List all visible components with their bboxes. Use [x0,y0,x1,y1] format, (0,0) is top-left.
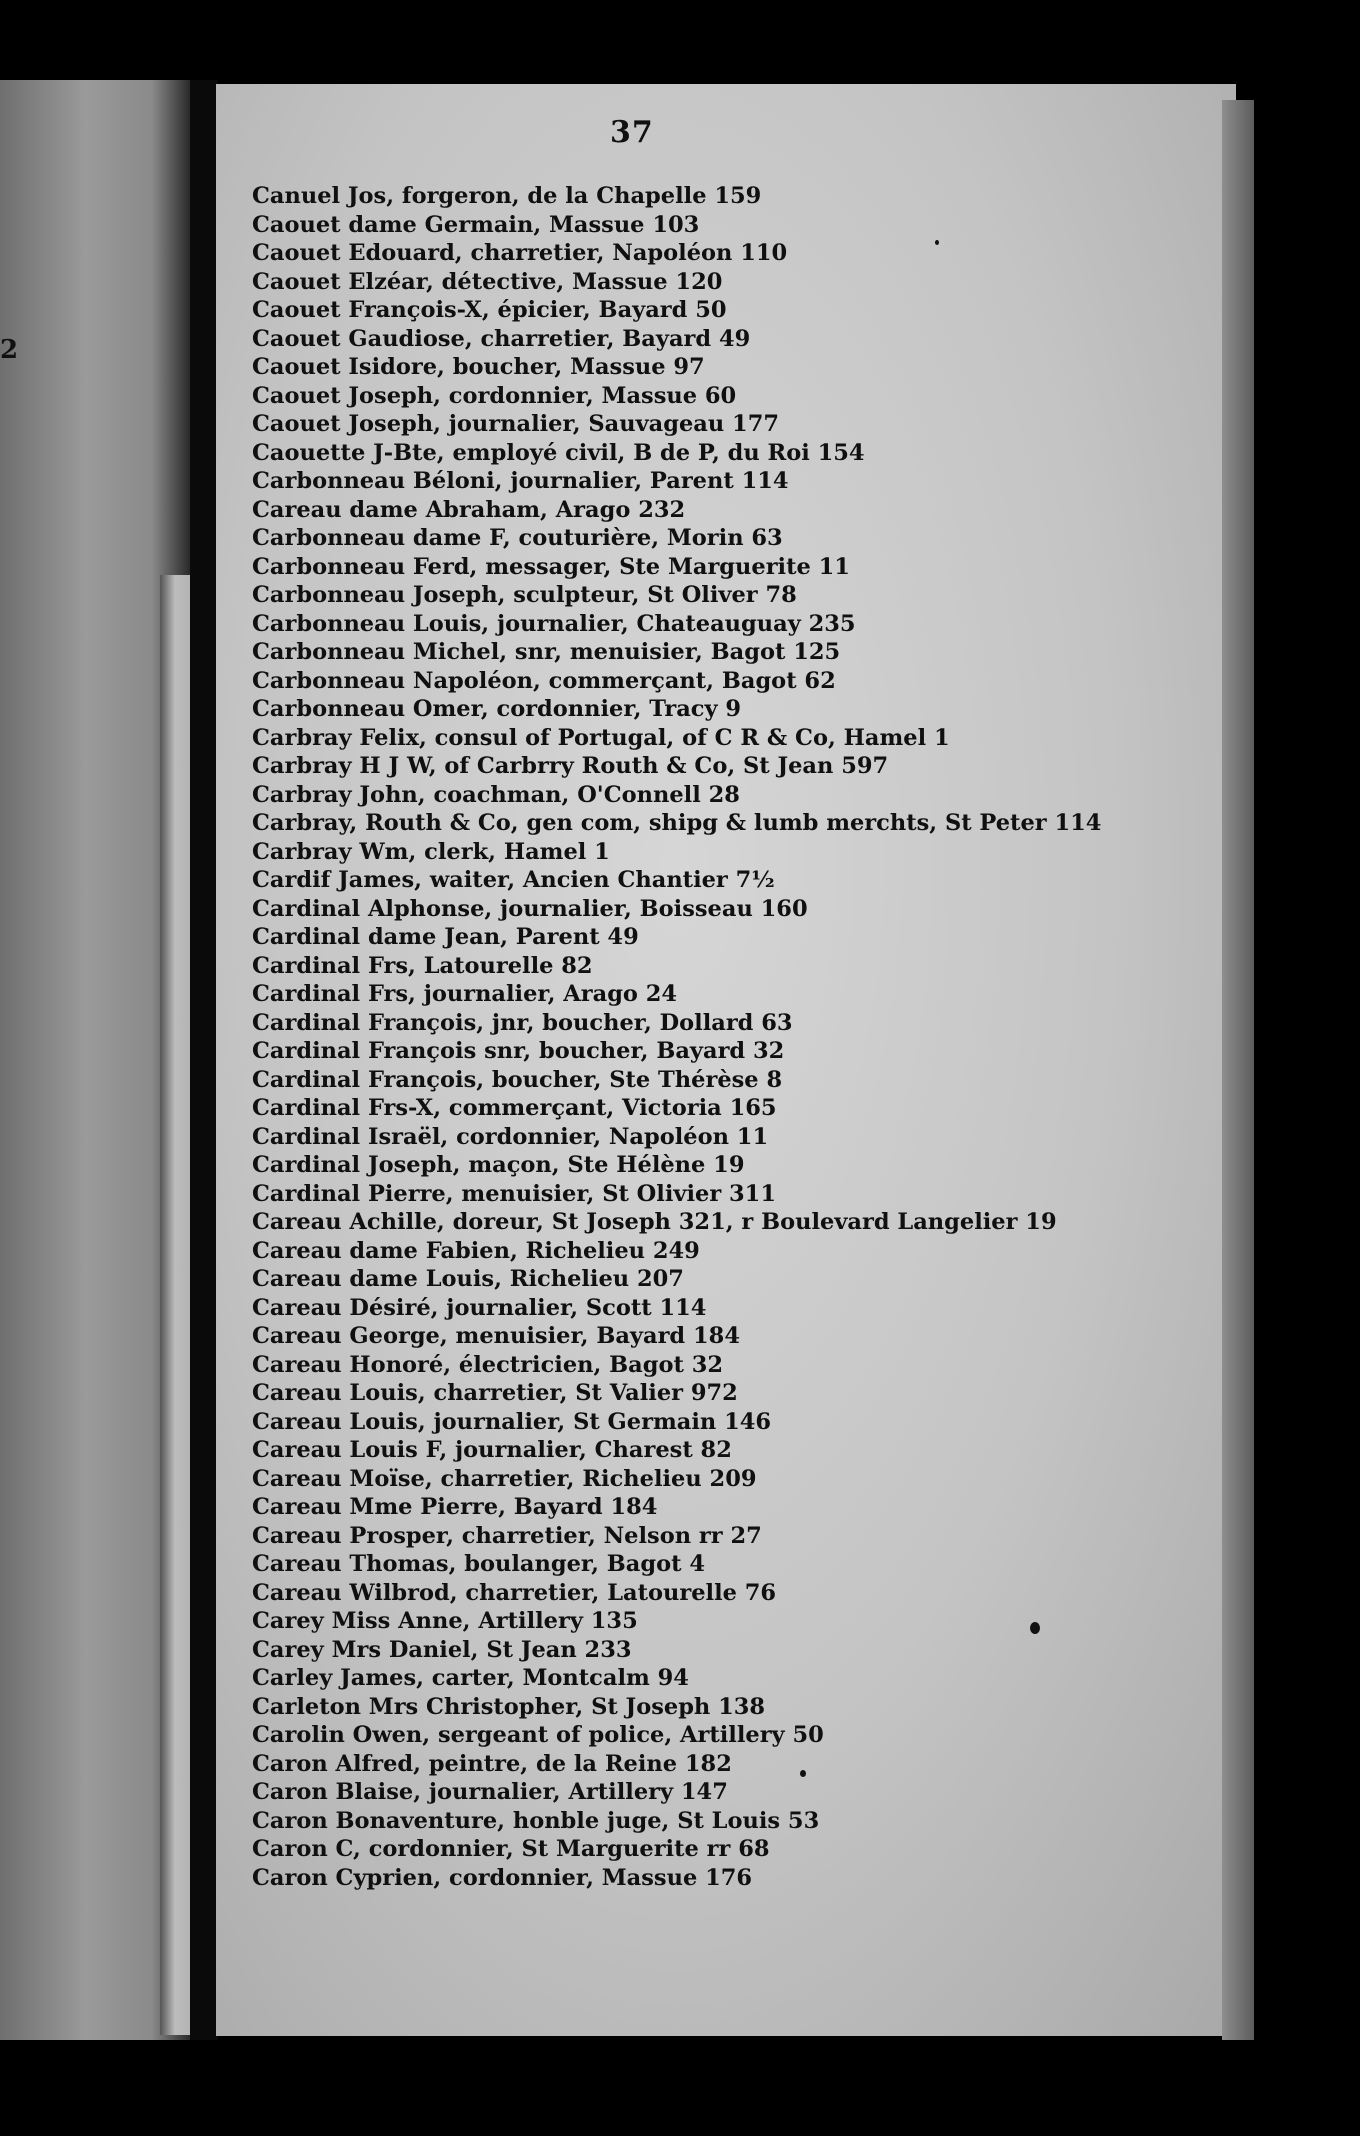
directory-entry: Carbonneau Napoléon, commerçant, Bagot 62 [252,667,836,694]
directory-entry: Carbray Wm, clerk, Hamel 1 [252,838,610,865]
directory-entry: Cardinal Joseph, maçon, Ste Hélène 19 [252,1152,745,1178]
directory-entry: Careau Prosper, charretier, Nelson rr 27 [252,1522,762,1549]
directory-entries [252,182,1101,1892]
directory-entry: Carbonneau Joseph, sculpteur, St Oliver 78 [252,582,797,608]
directory-entry: Caouet Elzéar, détective, Massue 120 [252,268,723,295]
directory-entry: Careau dame Abraham, Arago 232 [252,496,686,523]
directory-entry: Careau Wilbrod, charretier, Latourelle 76 [252,1579,777,1606]
directory-entry: Caouet Edouard, charretier, Napoléon 110 [252,240,788,266]
directory-entry: Caouet François-X, épicier, Bayard 50 [252,297,727,323]
directory-entry: Caron Cyprien, cordonnier, Massue 176 [252,1864,753,1891]
directory-entry: Caouet Isidore, boucher, Massue 97 [252,354,705,380]
directory-entry: Cardinal Alphonse, journalier, Boisseau 160 [252,895,808,922]
directory-entry: Careau Thomas, boulanger, Bagot 4 [252,1551,705,1577]
ink-speck [935,240,939,245]
directory-entry: Carolin Owen, sergeant of police, Artillery 50 [252,1722,824,1748]
ink-speck [800,1770,806,1777]
directory-entry: Careau Louis, journalier, St Germain 146 [252,1408,772,1435]
directory-entry: Cardif James, waiter, Ancien Chantier 7½ [252,867,775,893]
directory-entry: Carbonneau Michel, snr, menuisier, Bagot 125 [252,639,841,665]
directory-entry: Careau Honoré, électricien, Bagot 32 [252,1351,724,1378]
directory-entry: Careau Désiré, journalier, Scott 114 [252,1294,707,1321]
directory-entry: Caron Bonaventure, honble juge, St Louis 53 [252,1807,820,1834]
directory-entry: Carbonneau Ferd, messager, Ste Marguerite 11 [252,553,850,580]
directory-entry: Caron C, cordonnier, St Marguerite rr 68 [252,1836,770,1862]
directory-entry: Careau Louis, charretier, St Valier 972 [252,1380,738,1406]
directory-entry: Caouet Joseph, journalier, Sauvageau 177 [252,411,780,437]
directory-entry: Cardinal Frs, journalier, Arago 24 [252,981,678,1007]
directory-entry: Careau Louis F, journalier, Charest 82 [252,1437,732,1463]
directory-entry: Carley James, carter, Montcalm 94 [252,1665,689,1691]
directory-entry: Cardinal Pierre, menuisier, St Olivier 311 [252,1180,776,1207]
directory-entry: Cardinal Frs-X, commerçant, Victoria 165 [252,1095,777,1121]
directory-entry: Careau dame Fabien, Richelieu 249 [252,1237,700,1264]
directory-entry: Carbray Felix, consul of Portugal, of C R & Co, Hamel 1 [252,724,950,751]
page-right-edge [1222,100,1254,2040]
directory-entry: Cardinal François, boucher, Ste Thérèse 8 [252,1066,783,1093]
directory-entry: Cardinal Frs, Latourelle 82 [252,952,593,979]
directory-entry: Caron Blaise, journalier, Artillery 147 [252,1779,728,1805]
directory-entry: Caron Alfred, peintre, de la Reine 182 [252,1750,732,1777]
directory-entry: Cardinal Israël, cordonnier, Napoléon 11 [252,1123,769,1150]
directory-entry: Carbonneau Omer, cordonnier, Tracy 9 [252,696,742,722]
directory-entry: Careau Moïse, charretier, Richelieu 209 [252,1465,757,1492]
directory-entry: Careau Achille, doreur, St Joseph 321, r Boulevard Langelier 19 [252,1209,1057,1235]
ink-speck [1030,1622,1040,1634]
directory-entry: Cardinal François snr, boucher, Bayard 32 [252,1038,785,1064]
directory-entry: Caouette J-Bte, employé civil, B de P, du Roi 154 [252,439,865,466]
directory-entry: Caouet Joseph, cordonnier, Massue 60 [252,382,737,409]
directory-entry: Carbray, Routh & Co, gen com, shipg & lumb merchts, St Peter 114 [252,810,1102,836]
directory-entry: Cardinal dame Jean, Parent 49 [252,924,639,950]
directory-entry: Caouet dame Germain, Massue 103 [252,211,700,238]
directory-entry: Carbray John, coachman, O'Connell 28 [252,781,740,808]
directory-entry: Careau Mme Pierre, Bayard 184 [252,1494,658,1520]
directory-entry: Cardinal François, jnr, boucher, Dollard 63 [252,1009,793,1036]
page-number: 37 [610,115,654,150]
directory-entry: Canuel Jos, forgeron, de la Chapelle 159 [252,183,762,209]
directory-entry: Carey Mrs Daniel, St Jean 233 [252,1636,632,1663]
directory-entry: Carbonneau Béloni, journalier, Parent 114 [252,468,789,494]
directory-entry: Carbray H J W, of Carbrry Routh & Co, St Jean 597 [252,753,889,779]
directory-entry: Caouet Gaudiose, charretier, Bayard 49 [252,325,751,352]
directory-entry: Carbonneau dame F, couturière, Morin 63 [252,525,783,551]
directory-entry: Careau George, menuisier, Bayard 184 [252,1323,740,1349]
directory-entry: Carey Miss Anne, Artillery 135 [252,1608,638,1634]
left-page-number: 2 [0,335,19,365]
directory-entry: Carbonneau Louis, journalier, Chateauguay 235 [252,610,856,637]
book-gutter [190,80,218,2040]
directory-entry: Carleton Mrs Christopher, St Joseph 138 [252,1693,766,1720]
directory-entry: Careau dame Louis, Richelieu 207 [252,1266,684,1292]
